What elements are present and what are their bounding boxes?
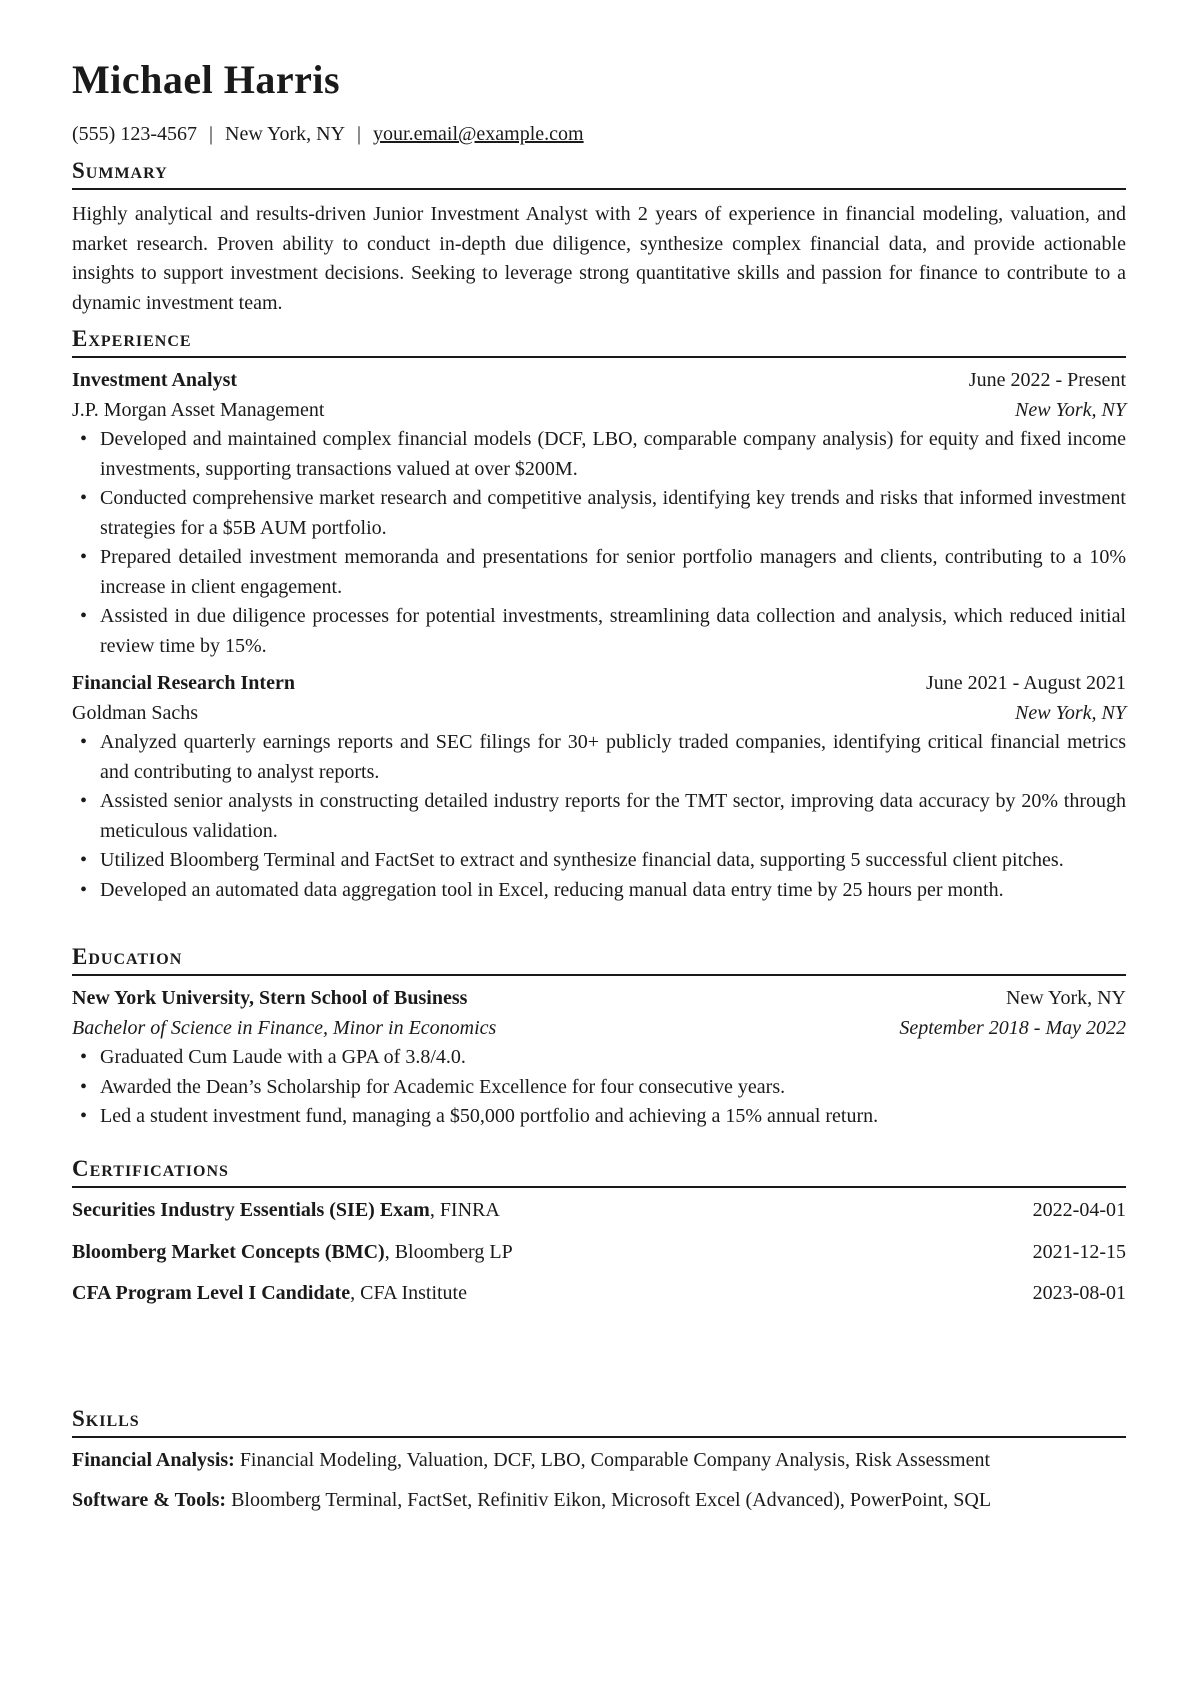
section-title: Skills: [72, 1406, 140, 1431]
job-dates: June 2022 - Present: [968, 369, 1126, 391]
cert-date: 2022-04-01: [1032, 1199, 1126, 1221]
certification-row: [72, 1196, 1126, 1226]
job-role: Investment Analyst: [72, 369, 238, 391]
bullet-item: • Awarded the Dean’s Scholarship for Academic Excellence for four consecutive years.: [80, 1075, 786, 1098]
phone: (555) 123-4567: [72, 123, 197, 145]
candidate-name: Michael Harris: [72, 57, 341, 102]
bullet-item: • Assisted senior analysts in constructing detailed industry reports for the TMT sector, improving data accuracy by 20% through meticulous validation.: [80, 790, 1126, 842]
cert-issuer: , CFA Institute: [350, 1282, 467, 1304]
skill-row: [72, 1486, 1126, 1516]
job-company: J.P. Morgan Asset Management: [72, 398, 325, 421]
section-divider: [72, 188, 1126, 190]
contact-line: [72, 123, 584, 146]
cert-name: CFA Program Level I Candidate: [72, 1282, 351, 1304]
job-entry: [72, 669, 1126, 905]
education-bullets: [72, 1043, 1126, 1132]
bullet-item: • Developed an automated data aggregation tool in Excel, reducing manual data entry time by 25 hours per month.: [80, 878, 1004, 901]
cert-issuer: , FINRA: [429, 1199, 500, 1221]
job-dates: June 2021 - August 2021: [926, 672, 1126, 694]
job-company: Goldman Sachs: [72, 701, 199, 724]
skill-label: Software & Tools:: [72, 1488, 227, 1511]
cert-name: Securities Industry Essentials (SIE) Exam: [72, 1199, 430, 1221]
separator: |: [208, 123, 213, 145]
skill-label: Financial Analysis:: [72, 1449, 235, 1471]
bullet-item: • Conducted comprehensive market research and competitive analysis, identifying key trends and risks that informed investment strategies for a $5B AUM portfolio.: [80, 487, 1126, 539]
experience-section: [72, 324, 1126, 905]
bullet-item: • Assisted in due diligence processes for potential investments, streamlining data collection and analysis, which reduced initial review time by 15%.: [80, 605, 1126, 657]
certification-row: [72, 1279, 1126, 1309]
skill-value: Financial Modeling, Valuation, DCF, LBO, Comparable Company Analysis, Risk Assessment: [234, 1449, 991, 1471]
skills-section: [72, 1404, 1126, 1515]
certification-row: [72, 1238, 1126, 1268]
degree: Bachelor of Science in Finance, Minor in Economics: [72, 1016, 497, 1039]
bullet-item: • Utilized Bloomberg Terminal and FactSet to extract and synthesize financial data, supporting 5 successful client pitches.: [80, 849, 1064, 871]
section-divider: [72, 356, 1126, 358]
certifications-section: [72, 1154, 1126, 1309]
section-title: Certifications: [72, 1156, 229, 1181]
summary-section: [72, 156, 1126, 318]
cert-date: 2021-12-15: [1032, 1240, 1126, 1263]
job-location: New York, NY: [1015, 398, 1126, 421]
summary-text: Highly analytical and results-driven Junior Investment Analyst with 2 years of experience in financial modeling, valuation, and market research. Proven ability to conduct in-depth due diligence, synthesize complex financial data, and provide actionable insights to support investment decisions. Seeking to leverage strong quantitative skills and passion for finance to contribute to a dynamic investment team.: [72, 203, 1126, 314]
section-title: Experience: [72, 326, 192, 351]
section-title: Summary: [72, 158, 168, 183]
cert-issuer: , Bloomberg LP: [384, 1240, 513, 1263]
job-location: New York, NY: [1015, 701, 1126, 724]
bullet-item: • Prepared detailed investment memoranda and presentations for senior portfolio managers and clients, contributing to a 10% increase in client engagement.: [80, 546, 1126, 598]
section-divider: [72, 1186, 1126, 1188]
school-name: New York University, Stern School of Business: [72, 987, 468, 1009]
skill-row: [72, 1446, 1126, 1476]
bullet-item: • Graduated Cum Laude with a GPA of 3.8/4.0.: [80, 1046, 466, 1068]
bullet-item: • Developed and maintained complex financial models (DCF, LBO, comparable company analysis) for equity and fixed income investments, supporting transactions valued at over $200M.: [80, 428, 1126, 480]
cert-name: Bloomberg Market Concepts (BMC): [72, 1240, 385, 1263]
school-location: New York, NY: [1005, 987, 1126, 1009]
section-divider: [72, 974, 1126, 976]
location: New York, NY: [225, 123, 346, 145]
separator: |: [357, 123, 362, 145]
job-bullets: [72, 728, 1126, 905]
section-title: Education: [72, 944, 183, 969]
bullet-item: • Analyzed quarterly earnings reports and SEC filings for 30+ publicly traded companies, identifying critical financial metrics and contributing to analyst reports.: [80, 731, 1126, 783]
skill-value: Bloomberg Terminal, FactSet, Refinitiv Eikon, Microsoft Excel (Advanced), PowerPoint, SQL: [226, 1488, 992, 1511]
bullet-item: • Led a student investment fund, managing a $50,000 portfolio and achieving a 15% annual return.: [80, 1105, 879, 1127]
job-bullets: [72, 425, 1126, 661]
job-role: Financial Research Intern: [72, 672, 295, 694]
education-section: [72, 942, 1126, 1132]
section-divider: [72, 1436, 1126, 1438]
cert-date: 2023-08-01: [1032, 1282, 1126, 1304]
job-entry: [72, 366, 1126, 661]
education-dates: September 2018 - May 2022: [899, 1016, 1126, 1039]
email-link[interactable]: your.email@example.com: [373, 123, 584, 145]
